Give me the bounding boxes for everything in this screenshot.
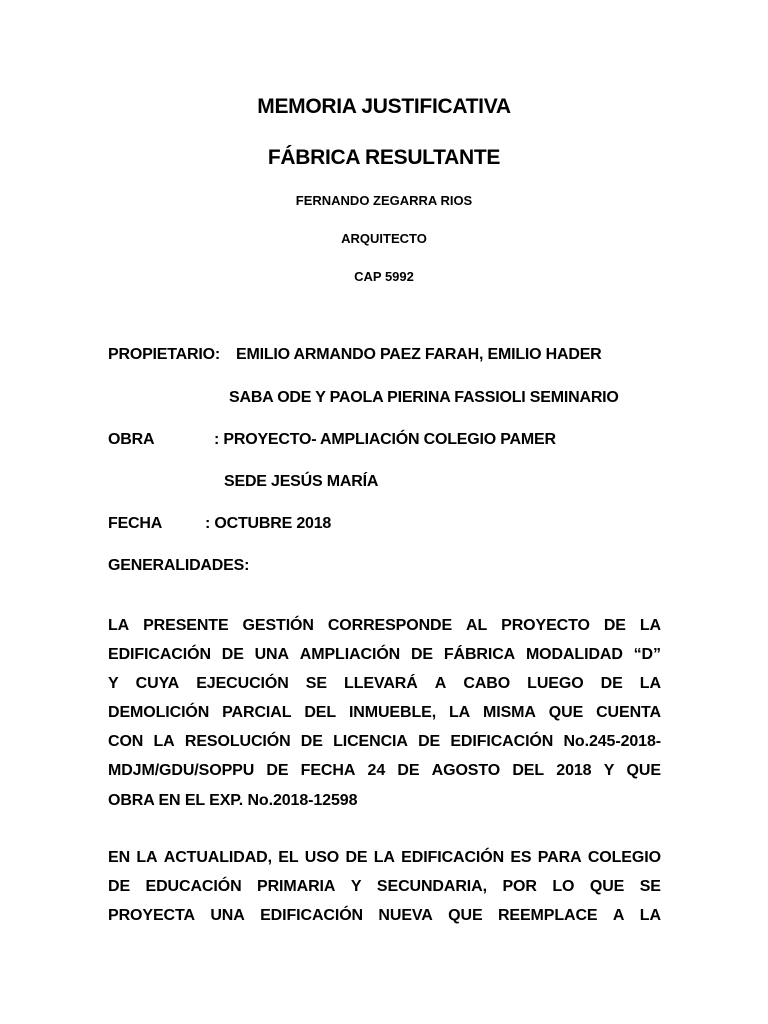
paragraph-line: DE EDUCACIÓN PRIMARIA Y SECUNDARIA, POR LO QUE SE bbox=[108, 878, 661, 896]
fecha-value: : OCTUBRE 2018 bbox=[205, 515, 332, 532]
author-cap: CAP 5992 bbox=[354, 269, 414, 284]
paragraph-line: CON LA RESOLUCIÓN DE LICENCIA DE EDIFICACIÓN No.245-2018- bbox=[108, 733, 661, 751]
obra-label: OBRA bbox=[108, 431, 155, 448]
obra-value-line1: : PROYECTO- AMPLIACIÓN COLEGIO PAMER bbox=[214, 431, 556, 448]
author-profession: ARQUITECTO bbox=[341, 231, 427, 246]
paragraph-line: EN LA ACTUALIDAD, EL USO DE LA EDIFICACIÓN ES PARA COLEGIO bbox=[108, 849, 661, 866]
paragraph-generalidades-1 bbox=[108, 611, 661, 815]
paragraph-line: OBRA EN EL EXP. No.2018-12598 bbox=[108, 791, 358, 809]
paragraph-line: LA PRESENTE GESTIÓN CORRESPONDE AL PROYECTO DE LA bbox=[108, 617, 661, 634]
document-title: MEMORIA JUSTIFICATIVA bbox=[257, 95, 511, 118]
paragraph-line: DEMOLICIÓN PARCIAL DEL INMUEBLE, LA MISMA QUE CUENTA bbox=[108, 704, 661, 722]
paragraph-line: Y CUYA EJECUCIÓN SE LLEVARÁ A CABO LUEGO DE LA bbox=[108, 675, 661, 693]
propietario-value-line2: SABA ODE Y PAOLA PIERINA FASSIOLI SEMINARIO bbox=[229, 389, 619, 406]
paragraph-line: PROYECTA UNA EDIFICACIÓN NUEVA QUE REEMPLACE A LA bbox=[108, 907, 661, 925]
fecha-label: FECHA bbox=[108, 515, 163, 532]
paragraph-generalidades-2 bbox=[108, 843, 661, 930]
propietario-label: PROPIETARIO: bbox=[108, 346, 220, 363]
obra-value-line2: SEDE JESÚS MARÍA bbox=[224, 473, 379, 490]
generalidades-heading: GENERALIDADES: bbox=[108, 557, 250, 574]
paragraph-line: EDIFICACIÓN DE UNA AMPLIACIÓN DE FÁBRICA MODALIDAD “D” bbox=[108, 646, 661, 664]
document-subtitle: FÁBRICA RESULTANTE bbox=[267, 146, 501, 169]
author-name: FERNANDO ZEGARRA RIOS bbox=[295, 193, 473, 208]
paragraph-line: MDJM/GDU/SOPPU DE FECHA 24 DE AGOSTO DEL 2018 Y QUE bbox=[108, 762, 661, 780]
propietario-value-line1: EMILIO ARMANDO PAEZ FARAH, EMILIO HADER bbox=[236, 346, 602, 363]
